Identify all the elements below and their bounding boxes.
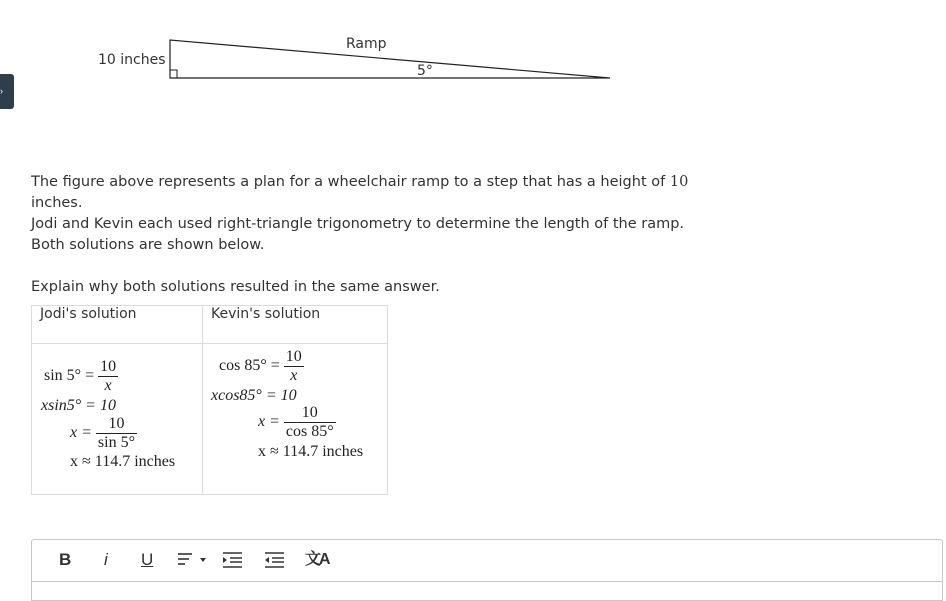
height-label: 10 inches bbox=[98, 52, 166, 68]
translate-icon[interactable]: 文A bbox=[305, 551, 329, 568]
angle-label: 5° bbox=[417, 63, 433, 79]
kevin-solution bbox=[203, 344, 388, 495]
kevin-eq-3: x = $\frac{10}{\cos 85^\circ}$ bbox=[258, 404, 334, 440]
kevin-eq-4: x ≈ 114.7 inches bbox=[258, 443, 364, 460]
ramp-label: Ramp bbox=[346, 36, 387, 52]
indent-button[interactable] bbox=[265, 551, 287, 573]
editor-toolbar bbox=[32, 540, 942, 582]
jodi-eq-2: xsin5° = 10 bbox=[41, 397, 116, 414]
jodi-eq-4: x ≈ 114.7 inches bbox=[70, 453, 176, 470]
jodi-header: Jodi's solution bbox=[32, 306, 203, 344]
indent-icon bbox=[265, 551, 287, 569]
jodi-eq-1: sin 5° = $\frac{10}{x}$ bbox=[44, 358, 117, 394]
question-prompt bbox=[31, 172, 731, 298]
kevin-header: Kevin's solution bbox=[203, 306, 388, 344]
list-format-icon bbox=[178, 551, 210, 569]
ramp-triangle bbox=[170, 40, 610, 78]
prompt-line-2: Jodi and Kevin each used right-triangle trigonometry to determine the length of the ramp. bbox=[31, 216, 685, 232]
outdent-icon bbox=[223, 551, 245, 569]
underline-button[interactable]: U bbox=[141, 550, 154, 569]
right-angle-marker bbox=[170, 70, 177, 78]
list-format-dropdown[interactable] bbox=[178, 551, 210, 573]
outdent-button[interactable] bbox=[223, 551, 245, 573]
prompt-line-3: Both solutions are shown below. bbox=[31, 237, 265, 253]
solutions-table bbox=[31, 305, 388, 495]
jodi-eq-3: x = $\frac{10}{\sin 5^\circ}$ bbox=[70, 415, 135, 451]
prompt-line-4: Explain why both solutions resulted in the same answer. bbox=[31, 279, 440, 295]
kevin-eq-1: cos 85° = $\frac{10}{x}$ bbox=[219, 348, 302, 384]
bold-button[interactable]: B bbox=[59, 550, 72, 569]
jodi-solution bbox=[32, 344, 203, 495]
chevron-icon: › bbox=[0, 86, 3, 96]
ramp-figure bbox=[0, 0, 660, 100]
height-value: 10 bbox=[669, 174, 689, 190]
italic-button[interactable]: i bbox=[104, 550, 108, 569]
answer-editor[interactable] bbox=[31, 539, 943, 601]
prompt-line-1: The figure above represents a plan for a wheelchair ramp to a step that has a height of 10 inches. bbox=[31, 174, 689, 211]
kevin-eq-2: xcos85° = 10 bbox=[211, 387, 297, 404]
